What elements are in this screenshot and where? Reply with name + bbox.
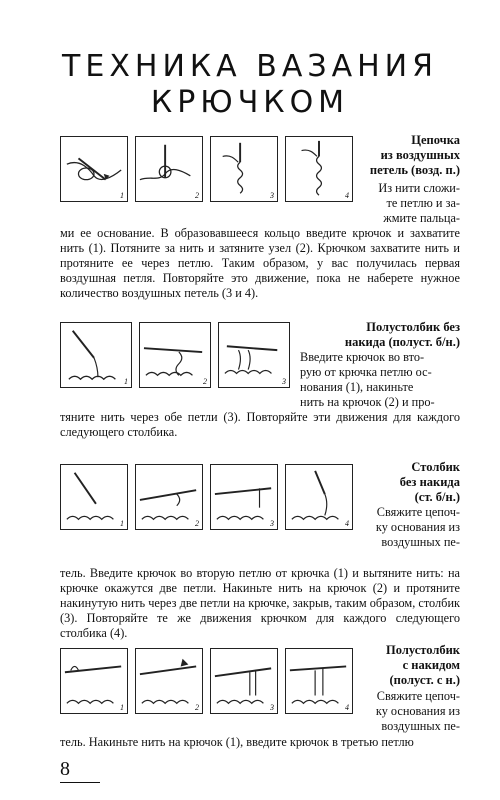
illustration-frame: 3	[218, 322, 290, 388]
illustration-frame: 2	[139, 322, 211, 388]
illustration-frame: 1	[60, 648, 128, 714]
crochet-hook-icon	[286, 137, 352, 201]
illustration-row-chain	[60, 136, 353, 202]
illustration-frame: 3	[210, 136, 278, 202]
crochet-hook-icon	[136, 649, 202, 713]
crochet-hook-icon	[136, 465, 202, 529]
illustration-frame: 4	[285, 464, 353, 530]
page-title-line1: ТЕХНИКА ВАЗАНИЯ	[62, 49, 438, 84]
crochet-hook-icon	[219, 323, 289, 387]
illustration-row-half-stitch	[60, 322, 290, 388]
section-heading-single-crochet: Столбик без накида (ст. б/н.)	[399, 460, 460, 504]
page-number: 8	[60, 758, 70, 780]
crochet-hook-icon	[211, 649, 277, 713]
section-body-single-crochet: тель. Введите крючок во вторую петлю от крючка (1) и вытяните нить: на крючке окажутся две петли. Накиньте нить на крючок (2) и протяните накинутую нить через две петли на крючке, закрыв, таким образом, столбик (3). Повторяйте те же движения крючком для каждого следующего столбика (4).	[60, 566, 460, 640]
crochet-hook-icon	[61, 649, 127, 713]
illustration-frame: 1	[60, 464, 128, 530]
section-heading-chain: Цепочка из воздушных петель (возд. п.)	[369, 133, 460, 177]
crochet-hook-icon	[61, 465, 127, 529]
illustration-frame: 4	[285, 648, 353, 714]
section-heading-half-stitch: Полустолбик без накида (полуст. б/н.)	[344, 320, 460, 349]
page-title-line2: КРЮЧКОМ	[150, 85, 350, 120]
illustration-frame: 2	[135, 136, 203, 202]
illustration-frame: 3	[210, 464, 278, 530]
crochet-hook-icon	[61, 323, 131, 387]
illustration-row-single-crochet	[60, 464, 353, 530]
crochet-hook-icon	[211, 137, 277, 201]
illustration-row-half-double	[60, 648, 353, 714]
section-side-text-half-double: Свяжите цепоч- ку основания из воздушных пе-	[375, 689, 460, 733]
crochet-hook-icon	[286, 465, 352, 529]
section-side-text-chain: Из нити сложи- те петлю и за- жмите пальца-	[378, 181, 460, 225]
illustration-frame: 2	[135, 648, 203, 714]
section-body-half-stitch: тяните нить через обе петли (3). Повторяйте эти движения для каждого следующего столбика.	[60, 410, 460, 439]
section-side-text-single-crochet: Свяжите цепоч- ку основания из воздушных пе-	[375, 505, 460, 549]
illustration-frame: 3	[210, 648, 278, 714]
illustration-frame: 2	[135, 464, 203, 530]
crochet-hook-icon	[211, 465, 277, 529]
crochet-hook-icon	[140, 323, 210, 387]
section-heading-half-double: Полустолбик с накидом (полуст. с н.)	[386, 643, 460, 687]
illustration-frame: 1	[60, 322, 132, 388]
section-body-chain: ми ее основание. В образовавшееся кольцо введите крючок и захватите нить (1). Потяните за нить и затяните узел (2). Крючком захватите нить и протяните ее через петлю. Таким образом, у вас получилась первая воздушная петля. Повторяйте это движение, пока не наберете нужное количество воздушных петель (3 и 4).	[60, 226, 460, 300]
page-number-rule	[60, 782, 100, 783]
illustration-frame: 4	[285, 136, 353, 202]
crochet-hook-icon	[286, 649, 352, 713]
section-side-text-half-stitch: Введите крючок во вто- рую от крючка петлю ос- нования (1), накиньте нить на крючок (2) и про-	[300, 350, 435, 409]
crochet-hook-icon	[61, 137, 127, 201]
illustration-frame: 1	[60, 136, 128, 202]
section-body-half-double: тель. Накиньте нить на крючок (1), введите крючок в третью петлю	[60, 735, 414, 749]
crochet-hook-icon	[136, 137, 202, 201]
